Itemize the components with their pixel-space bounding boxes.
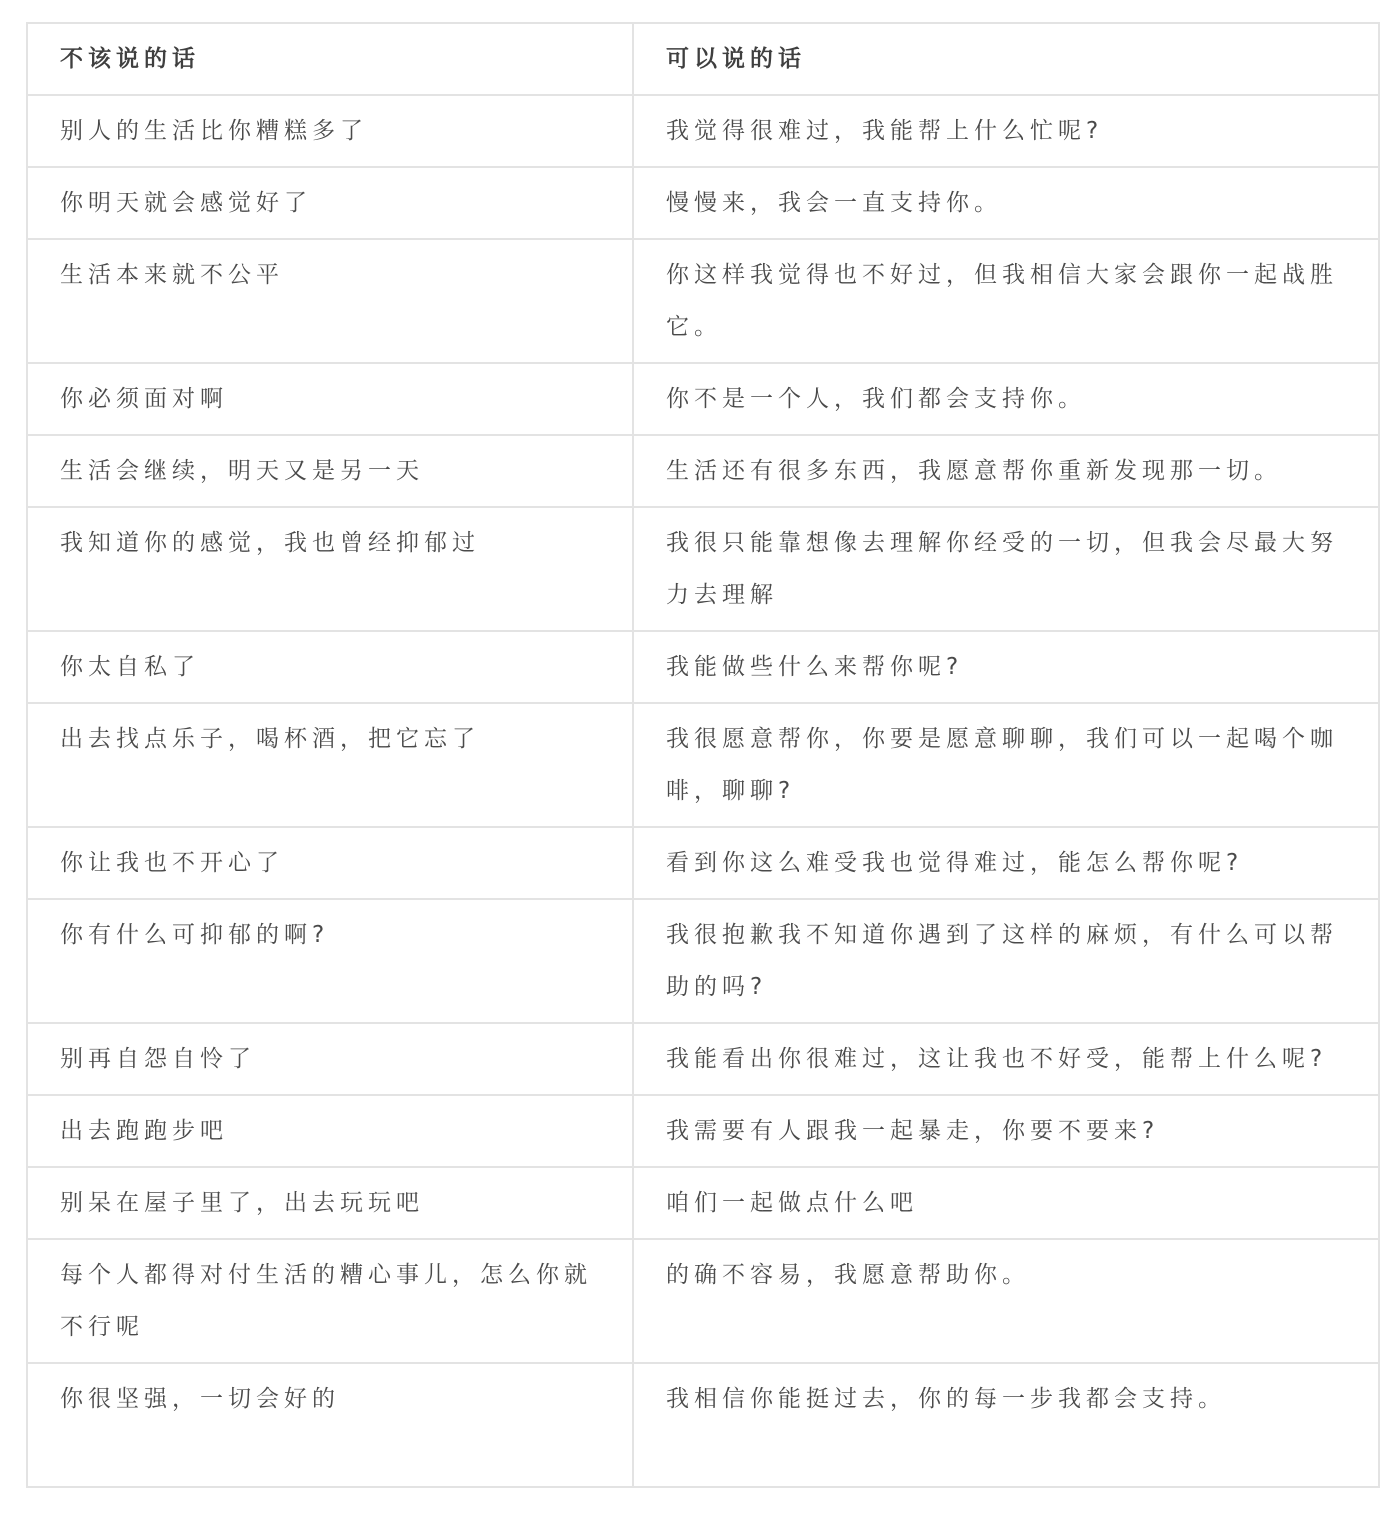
can-say-cell: 你这样我觉得也不好过，但我相信大家会跟你一起战胜它。	[633, 239, 1379, 363]
table-header-row	[27, 23, 1379, 95]
can-say-cell: 我很只能靠想像去理解你经受的一切，但我会尽最大努力去理解	[633, 507, 1379, 631]
can-say-cell: 慢慢来，我会一直支持你。	[633, 167, 1379, 239]
header-dont-say: 不该说的话	[27, 23, 633, 95]
can-say-cell: 我相信你能挺过去，你的每一步我都会支持。	[633, 1363, 1379, 1487]
dont-say-cell: 你太自私了	[27, 631, 633, 703]
table-row	[27, 703, 1379, 827]
can-say-cell: 我能做些什么来帮你呢?	[633, 631, 1379, 703]
dont-say-cell: 你明天就会感觉好了	[27, 167, 633, 239]
dont-say-cell: 生活本来就不公平	[27, 239, 633, 363]
dont-say-cell: 我知道你的感觉，我也曾经抑郁过	[27, 507, 633, 631]
dont-say-cell: 你有什么可抑郁的啊?	[27, 899, 633, 1023]
table-row	[27, 363, 1379, 435]
comparison-table	[26, 22, 1380, 1488]
table-row	[27, 95, 1379, 167]
table-row	[27, 1363, 1379, 1487]
table-row	[27, 167, 1379, 239]
dont-say-cell: 生活会继续，明天又是另一天	[27, 435, 633, 507]
can-say-cell: 生活还有很多东西，我愿意帮你重新发现那一切。	[633, 435, 1379, 507]
can-say-cell: 我很抱歉我不知道你遇到了这样的麻烦，有什么可以帮助的吗?	[633, 899, 1379, 1023]
can-say-cell: 咱们一起做点什么吧	[633, 1167, 1379, 1239]
can-say-cell: 我很愿意帮你，你要是愿意聊聊，我们可以一起喝个咖啡，聊聊?	[633, 703, 1379, 827]
table-row	[27, 1167, 1379, 1239]
table-row	[27, 631, 1379, 703]
dont-say-cell: 别人的生活比你糟糕多了	[27, 95, 633, 167]
can-say-cell: 的确不容易，我愿意帮助你。	[633, 1239, 1379, 1363]
dont-say-cell: 每个人都得对付生活的糟心事儿，怎么你就不行呢	[27, 1239, 633, 1363]
dont-say-cell: 出去跑跑步吧	[27, 1095, 633, 1167]
table-row	[27, 507, 1379, 631]
table-row	[27, 1095, 1379, 1167]
dont-say-cell: 你让我也不开心了	[27, 827, 633, 899]
dont-say-cell: 别呆在屋子里了，出去玩玩吧	[27, 1167, 633, 1239]
dont-say-cell: 你很坚强，一切会好的	[27, 1363, 633, 1487]
can-say-cell: 你不是一个人，我们都会支持你。	[633, 363, 1379, 435]
can-say-cell: 看到你这么难受我也觉得难过，能怎么帮你呢?	[633, 827, 1379, 899]
table-row	[27, 1239, 1379, 1363]
table-row	[27, 827, 1379, 899]
header-can-say: 可以说的话	[633, 23, 1379, 95]
table-row	[27, 435, 1379, 507]
can-say-cell: 我觉得很难过，我能帮上什么忙呢?	[633, 95, 1379, 167]
table-row	[27, 1023, 1379, 1095]
can-say-cell: 我需要有人跟我一起暴走，你要不要来?	[633, 1095, 1379, 1167]
dont-say-cell: 你必须面对啊	[27, 363, 633, 435]
dont-say-cell: 别再自怨自怜了	[27, 1023, 633, 1095]
table-row	[27, 239, 1379, 363]
table-row	[27, 899, 1379, 1023]
can-say-cell: 我能看出你很难过，这让我也不好受，能帮上什么呢?	[633, 1023, 1379, 1095]
dont-say-cell: 出去找点乐子，喝杯酒，把它忘了	[27, 703, 633, 827]
